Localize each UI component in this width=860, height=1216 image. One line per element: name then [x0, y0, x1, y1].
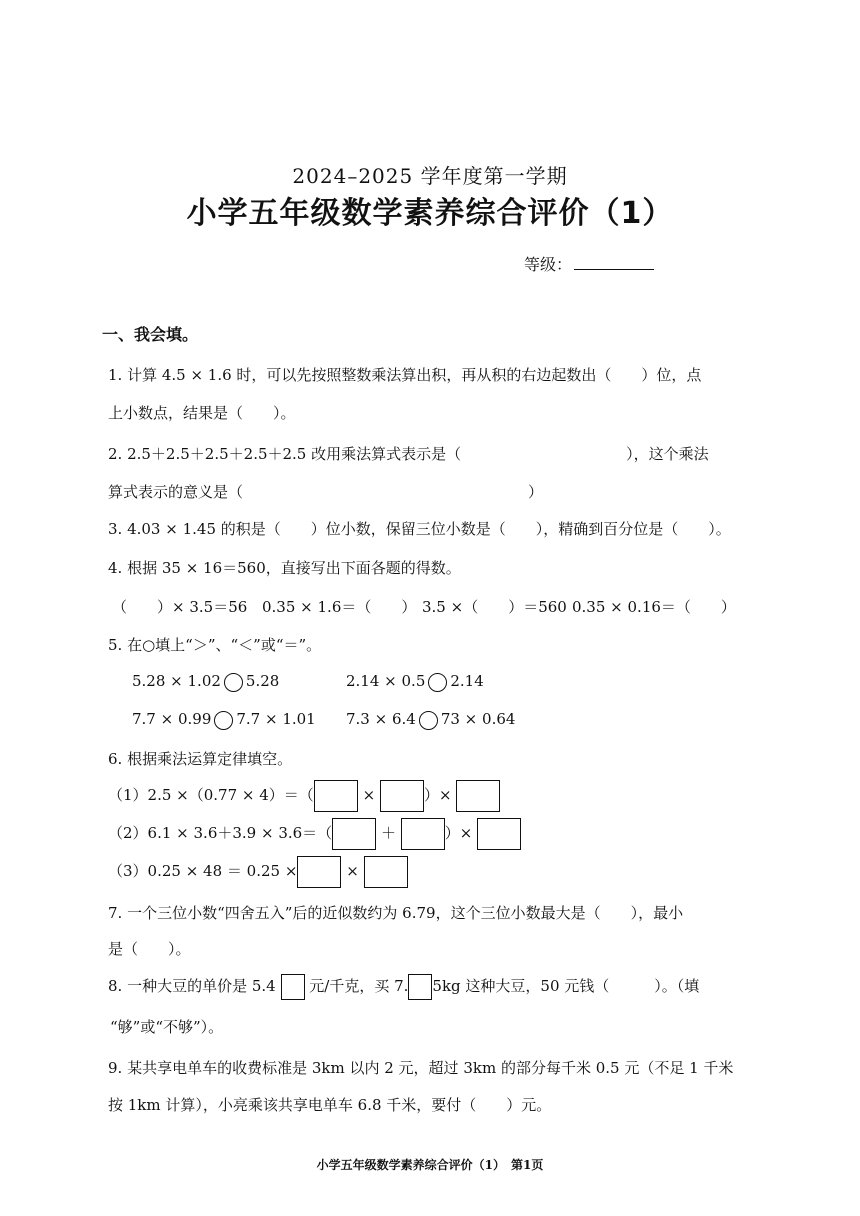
compare-circle[interactable] [224, 673, 243, 692]
q6-prefix: （2）6.1 × 3.6＋3.9 × 3.6＝（ [108, 824, 333, 842]
q8-part-a: 8. 一种大豆的单价是 5.4 [108, 977, 276, 995]
q6-item-1 [108, 780, 500, 812]
compare-circle[interactable] [214, 711, 233, 730]
answer-box[interactable] [364, 856, 408, 888]
grade-blank[interactable] [574, 255, 654, 270]
question-2-line-2: 算式表示的意义是（ ） [108, 483, 544, 501]
q5-item-1 [132, 672, 279, 692]
q5-right: 5.28 [245, 672, 280, 690]
question-4: 4. 根据 35 × 16＝560，直接写出下面各题的得数。 [108, 559, 461, 577]
q5-left: 7.7 × 0.99 [132, 710, 212, 728]
answer-box[interactable] [314, 780, 358, 812]
q6-op: × [362, 786, 376, 804]
q4-item-2: 0.35 × 1.6＝（ ） [262, 598, 417, 616]
question-8-line-2: “够”或“不够”）。 [110, 1018, 224, 1036]
section-heading: 一、我会填。 [102, 325, 199, 344]
answer-box[interactable] [477, 818, 521, 850]
q4-item-3: 3.5 ×（ ）＝560 [422, 598, 567, 616]
question-2-line-1: 2. 2.5＋2.5＋2.5＋2.5＋2.5 改用乘法算式表示是（ ），这个乘法 [108, 445, 709, 463]
smudged-digit-box[interactable] [281, 974, 305, 1000]
question-5: 5. 在○填上“＞”、“＜”或“＝”。 [108, 636, 322, 654]
question-8-line-1 [108, 974, 699, 1000]
question-9-line-2: 按 1km 计算），小亮乘该共享电单车 6.8 千米，要付（ ）元。 [108, 1096, 552, 1114]
compare-circle[interactable] [428, 673, 447, 692]
q5-item-4 [346, 710, 515, 730]
q5-item-2 [346, 672, 484, 692]
question-7-line-2: 是（ ）。 [108, 940, 191, 958]
answer-box[interactable] [332, 818, 376, 850]
q4-item-1: （ ）× 3.5＝56 [112, 598, 248, 616]
page-title: 小学五年级数学素养综合评价（1） [186, 196, 674, 231]
compare-circle[interactable] [419, 711, 438, 730]
answer-box[interactable] [401, 818, 445, 850]
q6-prefix: （1）2.5 ×（0.77 × 4）＝（ [108, 786, 314, 804]
q5-item-3 [132, 710, 316, 730]
q6-item-2 [108, 818, 521, 850]
grade-label: 等级： [524, 255, 573, 274]
q5-left: 2.14 × 0.5 [346, 672, 426, 690]
smudged-digit-box[interactable] [408, 974, 432, 1000]
q6-op: ＋ [380, 824, 396, 842]
q8-part-b: 元/千克，买 7. [309, 977, 409, 995]
q6-mid: ）× [444, 824, 473, 842]
q6-mid: ）× [423, 786, 452, 804]
question-7-line-1: 7. 一个三位小数“四舍五入”后的近似数约为 6.79，这个三位小数最大是（ ），最小 [108, 904, 684, 922]
question-1-line-1: 1. 计算 4.5 × 1.6 时，可以先按照整数乘法算出积，再从积的右边起数出（ ）位，点 [108, 366, 702, 384]
question-9-line-1: 9. 某共享电单车的收费标准是 3km 以内 2 元，超过 3km 的部分每千米 0.5 元（不足 1 千米 [108, 1059, 734, 1077]
question-1-line-2: 上小数点，结果是（ ）。 [108, 404, 296, 422]
q5-right: 2.14 [450, 672, 484, 690]
answer-box[interactable] [297, 856, 341, 888]
grade-field [524, 252, 654, 275]
q5-right: 73 × 0.64 [440, 710, 516, 728]
q4-item-4: 0.35 × 0.16＝（ ） [572, 598, 736, 616]
q5-left: 5.28 × 1.02 [132, 672, 221, 690]
term-subtitle: 2024–2025 学年度第一学期 [292, 164, 568, 188]
answer-box[interactable] [380, 780, 424, 812]
q6-op: × [346, 862, 359, 880]
q6-item-3 [108, 856, 408, 888]
q5-left: 7.3 × 6.4 [346, 710, 416, 728]
q5-right: 7.7 × 1.01 [236, 710, 316, 728]
question-6: 6. 根据乘法运算定律填空。 [108, 750, 293, 768]
q8-part-c: 5kg 这种大豆，50 元钱（ ）。（填 [432, 977, 700, 995]
page-footer: 小学五年级数学素养综合评价（1） 第1页 [316, 1158, 544, 1172]
question-3: 3. 4.03 × 1.45 的积是（ ）位小数，保留三位小数是（ ），精确到百分位是（ ）。 [108, 520, 731, 538]
q6-prefix: （3）0.25 × 48 ＝ 0.25 × [108, 862, 298, 880]
answer-box[interactable] [456, 780, 500, 812]
